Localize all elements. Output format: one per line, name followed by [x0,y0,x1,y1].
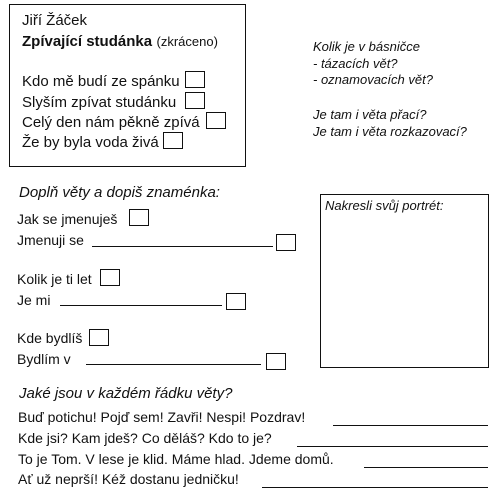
exercise2-answer-1-box[interactable] [276,234,296,251]
exercise2-question-2-box[interactable] [100,269,120,286]
poem-title: Zpívající studánka [22,33,153,50]
side-question-1-item-2: - oznamovacích vět? [313,72,433,87]
exercise3-row-3: To je Tom. V lese je klid. Máme hlad. Jdeme domů. [18,451,334,467]
exercise3-row-4-line[interactable] [262,487,488,488]
exercise3-row-1-line[interactable] [333,425,488,426]
exercise2-question-2: Kolik je ti let [17,271,92,287]
poem-line-1: Kdo mě budí ze spánku [22,73,180,90]
poem-line-2: Slyším zpívat studánku [22,94,177,111]
exercise2-question-3: Kde bydlíš [17,330,83,346]
poem-line-3: Celý den nám pěkně zpívá [22,114,200,131]
side-question-3: Je tam i věta rozkazovací? [313,124,467,139]
exercise3-row-4: Ať už neprší! Kéž dostanu jedničku! [18,471,239,487]
exercise2-answer-1-line[interactable] [92,246,273,247]
portrait-box[interactable] [320,194,489,368]
exercise2-question-1: Jak se jmenuješ [17,211,118,227]
exercise2-question-3-box[interactable] [89,329,109,346]
poem-line-2-box[interactable] [185,92,205,109]
poem-line-1-box[interactable] [185,71,205,88]
exercise3-instruction: Jaké jsou v každém řádku věty? [19,385,233,402]
exercise3-row-1: Buď potichu! Pojď sem! Zavři! Nespi! Pozdrav! [18,409,306,425]
poem-title-row [22,33,218,51]
exercise3-row-2-line[interactable] [297,446,488,447]
exercise3-row-2: Kde jsi? Kam jdeš? Co děláš? Kdo to je? [18,430,272,446]
exercise2-answer-3-prefix: Bydlím v [17,351,71,367]
portrait-label: Nakresli svůj portrét: [325,198,444,213]
poem-line-3-box[interactable] [206,112,226,129]
exercise3-row-3-line[interactable] [364,467,488,468]
side-question-1-item-1: - tázacích vět? [313,56,398,71]
exercise2-answer-3-line[interactable] [86,364,261,365]
exercise2-instruction: Doplň věty a dopiš znaménka: [19,184,220,201]
exercise2-answer-2-prefix: Je mi [17,292,51,308]
exercise2-question-1-box[interactable] [129,209,149,226]
exercise2-answer-3-box[interactable] [266,353,286,370]
exercise2-answer-2-box[interactable] [226,293,246,310]
poem-line-4-box[interactable] [163,132,183,149]
poem-title-note: (zkráceno) [156,34,218,49]
side-question-1: Kolik je v básničce [313,39,420,54]
side-question-2: Je tam i věta přací? [313,107,427,122]
poem-author: Jiří Žáček [22,12,88,29]
exercise2-answer-2-line[interactable] [60,305,222,306]
poem-line-4: Že by byla voda živá [22,134,159,151]
exercise2-answer-1-prefix: Jmenuji se [17,232,84,248]
